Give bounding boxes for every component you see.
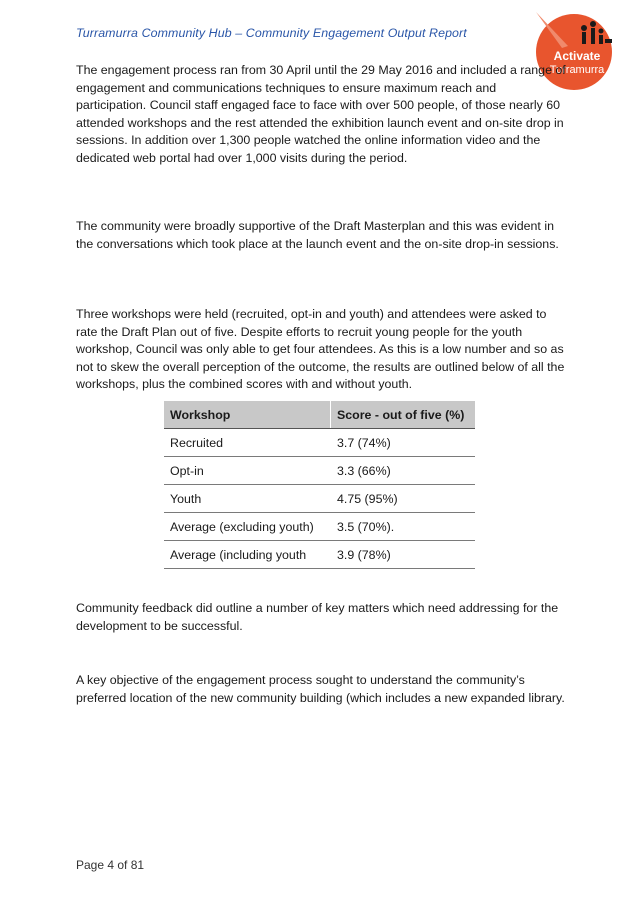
table-cell-workshop: Opt-in — [164, 457, 331, 485]
table-cell-workshop: Average (excluding youth) — [164, 513, 331, 541]
table-row — [164, 429, 475, 457]
logo-text-turramurra: Turramurra — [549, 64, 605, 76]
workshop-scores-table — [164, 401, 475, 569]
table-cell-score: 4.75 (95%) — [331, 485, 476, 513]
table-row — [164, 485, 475, 513]
table-cell-score: 3.3 (66%) — [331, 457, 476, 485]
page-number: Page 4 of 81 — [76, 858, 145, 872]
table-cell-workshop: Average (including youth — [164, 541, 331, 569]
paragraph-key-objective: A key objective of the engagement process sought to understand the community’s preferred location of the new community building (which includes a new expanded library. — [76, 673, 565, 705]
table-header-score: Score - out of five (%) — [331, 401, 476, 429]
paragraph-engagement-process: The engagement process ran from 30 April until the 29 May 2016 and included a range of engagement and communications techniques to ensure maximum reach and participation. Council staff engaged face to face with over 500 people, of those nearly 60 attended workshops and the rest attended the exhibition launch event and on-site drop in sessions. In addition over 1,300 people watched the online information video and the dedicated web portal had over 1,000 visits during the period. — [76, 63, 566, 165]
paragraph-workshops: Three workshops were held (recruited, opt-in and youth) and attendees were asked to rate the Draft Plan out of five. Despite efforts to recruit young people for the youth workshop, Council was only able to get four attendees. As this is a low number and so as not to skew the overall perception of the outcome, the results are outlined below of all the workshops, plus the combined scores with and without youth. — [76, 307, 565, 391]
table-cell-score: 3.5 (70%). — [331, 513, 476, 541]
table-header-row — [164, 401, 475, 429]
paragraph-community-feedback: Community feedback did outline a number of key matters which need addressing for the development to be successful. — [76, 601, 559, 633]
logo-text-activate: Activate — [553, 49, 601, 63]
table-header-workshop: Workshop — [164, 401, 331, 429]
table-cell-workshop: Youth — [164, 485, 331, 513]
table-row — [164, 513, 475, 541]
paragraph-community-support: The community were broadly supportive of the Draft Masterplan and this was evident in the conversations which took place at the launch event and the on-site drop-in sessions. — [76, 219, 559, 251]
report-header-title: Turramurra Community Hub – Community Engagement Output Report — [76, 26, 467, 40]
table-cell-workshop: Recruited — [164, 429, 331, 457]
table-cell-score: 3.7 (74%) — [331, 429, 476, 457]
table-row — [164, 457, 475, 485]
table-cell-score: 3.9 (78%) — [331, 541, 476, 569]
table-row — [164, 541, 475, 569]
